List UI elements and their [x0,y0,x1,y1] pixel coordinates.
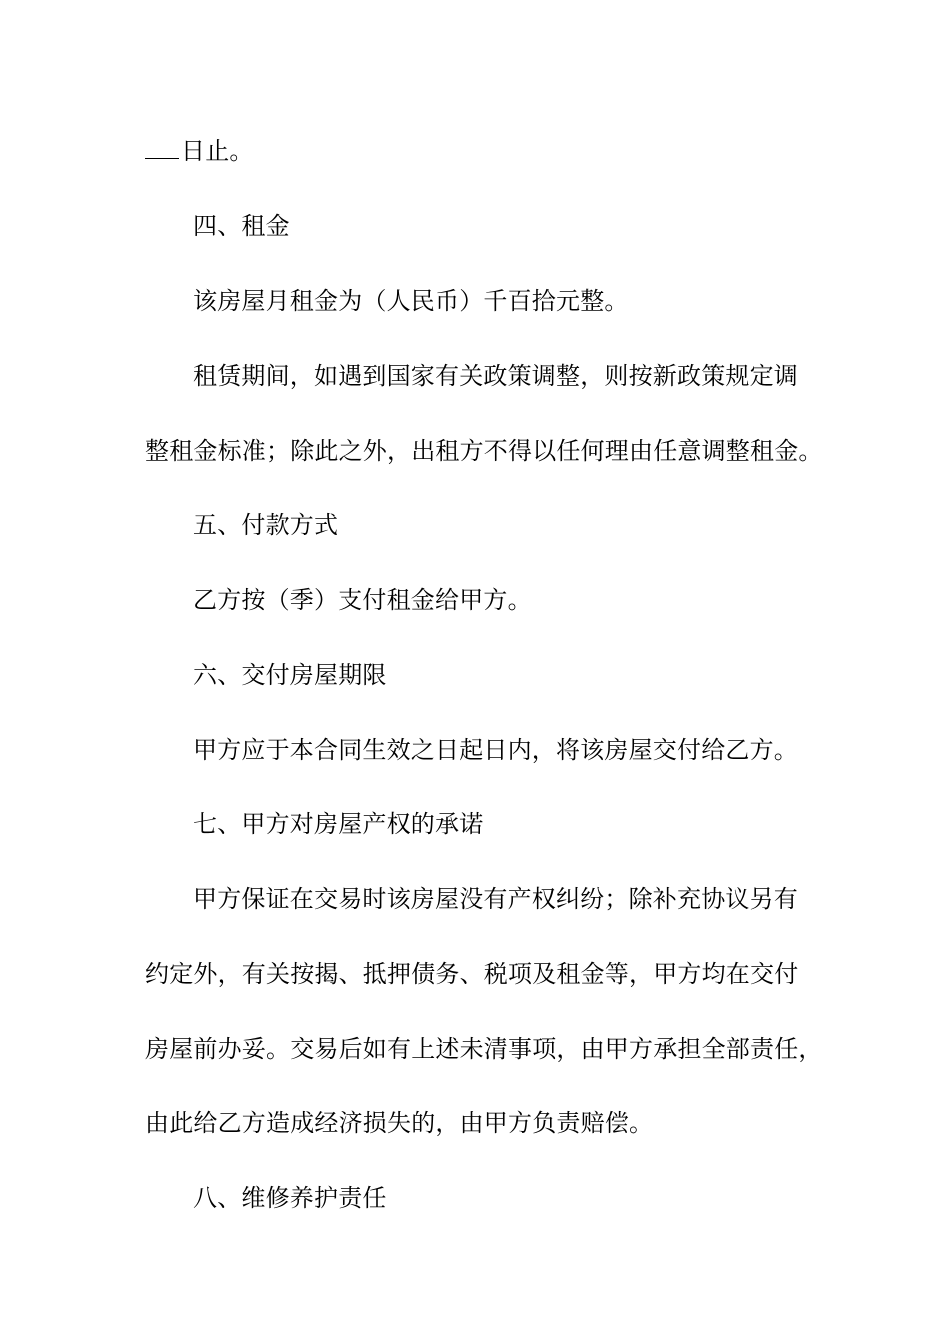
blank-underline [145,138,179,159]
paragraph-line: 该房屋月租金为（人民币）千百拾元整。 [193,287,629,315]
section-heading-maintenance: 八、维修养护责任 [193,1184,387,1212]
paragraph-line [145,136,254,166]
paragraph-line: 约定外，有关按揭、抵押债务、税项及租金等，甲方均在交付 [145,960,799,988]
section-heading-delivery: 六、交付房屋期限 [193,661,387,689]
paragraph-line: 甲方保证在交易时该房屋没有产权纠纷；除补充协议另有 [193,885,798,913]
paragraph-line: 整租金标准；除此之外，出租方不得以任何理由任意调整租金。 [145,437,823,465]
paragraph-line: 租赁期间，如遇到国家有关政策调整，则按新政策规定调 [193,362,798,390]
paragraph-line: 房屋前办妥。交易后如有上述未清事项，由甲方承担全部责任， [145,1035,823,1063]
section-heading-rent: 四、租金 [193,212,290,240]
section-heading-title-commitment: 七、甲方对房屋产权的承诺 [193,810,484,838]
paragraph-line: 由此给乙方造成经济损失的，由甲方负责赔偿。 [145,1109,654,1137]
line-text: 日止。 [181,137,254,165]
section-heading-payment: 五、付款方式 [193,511,339,539]
paragraph-line: 甲方应于本合同生效之日起日内，将该房屋交付给乙方。 [193,736,798,764]
paragraph-line: 乙方按（季）支付租金给甲方。 [193,586,532,614]
